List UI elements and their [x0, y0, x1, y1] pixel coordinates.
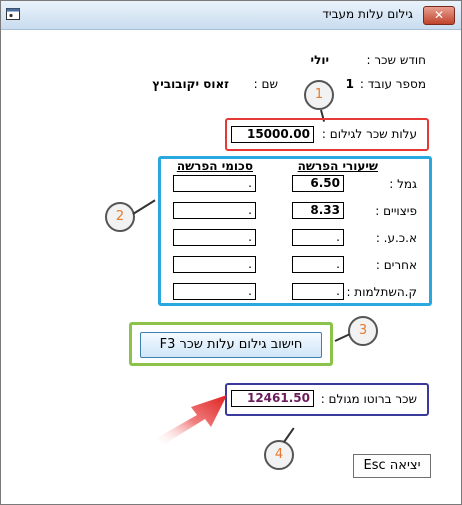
name-value: זאוס יקובוביץ	[152, 77, 229, 91]
gross-output: 12461.50	[231, 390, 314, 407]
employee-number-label: מספר עובד :	[359, 77, 426, 91]
callout-3: 3	[348, 316, 378, 346]
row-label-akaa: א.כ.ע. :	[375, 231, 417, 245]
month-label: חודש שכר :	[366, 53, 426, 67]
rates-header: שיעורי הפרשה	[297, 159, 378, 173]
gross-label: שכר ברוטו מגולם :	[320, 392, 417, 406]
amounts-header: סכומי הפרשה	[176, 159, 253, 173]
callout-4-leader	[283, 428, 294, 443]
rate-input-akaa[interactable]: .	[292, 229, 344, 246]
row-label-hishtalmut: ק.השתלמות :	[346, 285, 417, 299]
title-bar	[1, 1, 461, 30]
exit-button[interactable]: יציאה Esc	[353, 454, 431, 478]
row-label-pitzuim: פיצויים :	[375, 204, 417, 218]
callout-3-leader	[335, 333, 350, 342]
rate-input-gemel[interactable]: 6.50	[292, 175, 344, 192]
close-button[interactable]: ✕	[423, 6, 455, 25]
rate-input-others[interactable]: .	[292, 256, 344, 273]
row-label-gemel: גמל :	[389, 177, 417, 191]
app-icon	[6, 8, 20, 20]
rate-input-pitzuim[interactable]: 8.33	[292, 202, 344, 219]
name-label: שם :	[253, 77, 278, 91]
callout-2-leader	[132, 199, 155, 214]
red-arrow-icon	[151, 389, 231, 445]
amount-input-gemel[interactable]: .	[173, 175, 256, 192]
amount-input-others[interactable]: .	[173, 256, 256, 273]
rate-input-hishtalmut[interactable]: .	[292, 283, 344, 300]
callout-2: 2	[105, 202, 135, 232]
amount-input-pitzuim[interactable]: .	[173, 202, 256, 219]
month-value: יולי	[310, 53, 329, 67]
window-title: גילום עלות מעביד	[322, 7, 413, 21]
callout-1: 1	[304, 80, 334, 110]
amount-input-akaa[interactable]: .	[173, 229, 256, 246]
callout-4: 4	[264, 440, 294, 470]
amount-input-hishtalmut[interactable]: .	[173, 283, 256, 300]
row-label-others: אחרים :	[375, 258, 417, 272]
employee-number-value: 1	[345, 77, 354, 91]
calculate-button[interactable]: חישוב גילום עלות שכר F3	[140, 332, 322, 358]
cost-input[interactable]: 15000.00	[231, 126, 314, 143]
cost-label: עלות שכר לגילום :	[321, 127, 417, 141]
